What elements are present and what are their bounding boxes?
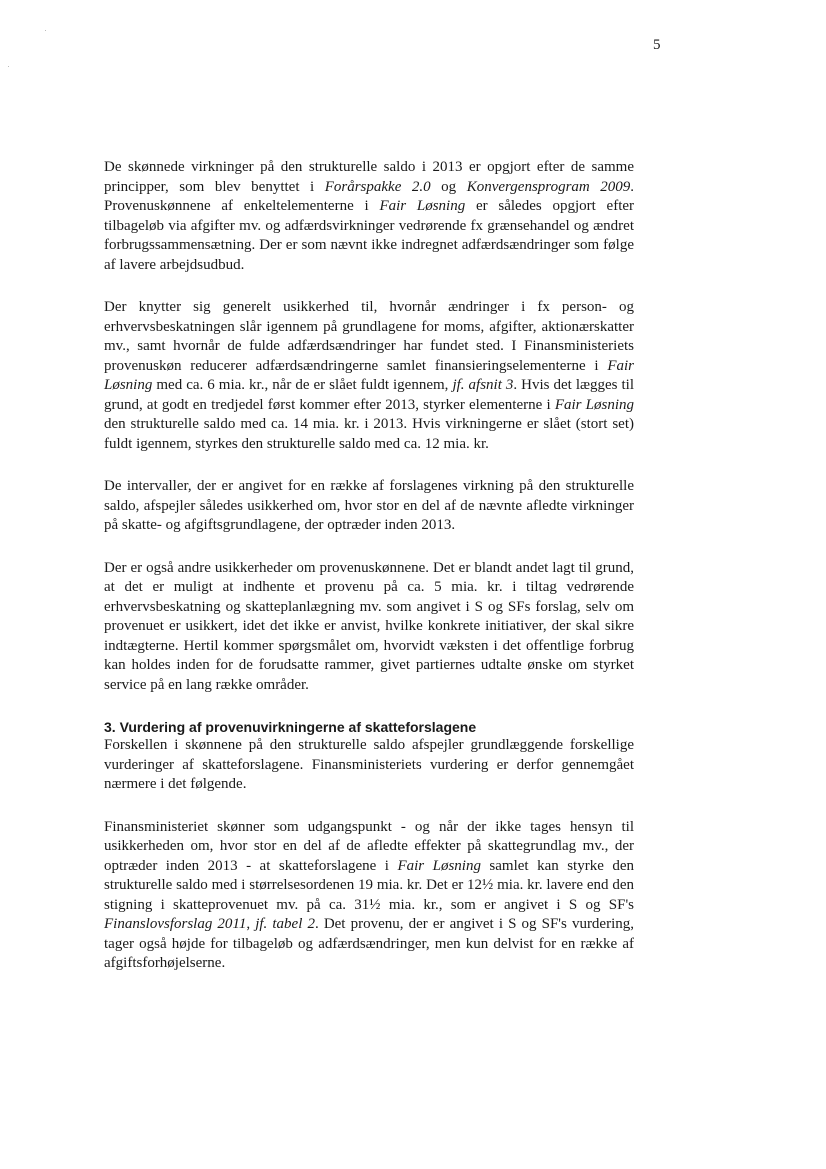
text-run: og: [430, 178, 467, 195]
text-run: De intervaller, der er angivet for en række af forslagenes virkning på den strukturelle saldo, afspejler således usikkerhed om, hvor stor en del af de nævnte afledte virkninger på skatte- og afgiftsgrundlagene, der optræder inden 2013.: [104, 478, 634, 533]
text-run: De skønnede virkninger på den strukturelle saldo i 2013 er opgjort efter de samme principper, som blev benyttet i: [104, 159, 634, 195]
italic-reference: Finanslovsforslag 2011: [104, 916, 247, 932]
text-run: . Hvis det lægges til grund, at godt en tredjedel først kommer efter 2013, styrker elementerne i: [104, 377, 635, 413]
text-run: Der knytter sig generelt usikkerhed til, hvornår ændringer i fx person- og erhvervsbeskatningen slår igennem på grundlagene for moms, afgifter, aktionærskatter mv., samt hvornår de fulde adfærdsændringer har fundet sted. I Finansministeriets provenuskøn reducerer adfærdsændringerne samlet finansieringselementerne i: [104, 299, 634, 374]
text-run: er således opgjort efter tilbageløb via afgifter mv. og adfærdsvirkninger vedrørende fx grænsehandel og ændret forbrugssammensætning. Der er som nævnt ikke indregnet adfærdsændringer som følge af lavere arbejdsudbud.: [104, 198, 635, 273]
text-run: ,: [246, 916, 256, 932]
scan-speck: [45, 30, 46, 31]
italic-reference: Fair Løsning: [104, 357, 634, 393]
text-run: . Det provenu, der er angivet i S og SF's vurdering, tager også højde for tilbageløb og adfærdsændringer, men kun delvist for en række af afgiftsforhøjelserne.: [104, 916, 635, 971]
text-run: med ca. 6 mia. kr., når de er slået fuldt igennem,: [152, 377, 453, 393]
paragraph: [104, 818, 634, 974]
italic-reference: Fair Løsning: [379, 198, 466, 214]
document-body: [104, 158, 634, 974]
paragraph: [104, 559, 634, 696]
paragraph: [104, 158, 634, 275]
italic-reference: Forårspakke 2.0: [324, 178, 431, 195]
page-number: 5: [653, 37, 661, 53]
italic-reference: jf. afsnit 3: [452, 377, 514, 393]
italic-reference: jf. tabel 2: [255, 916, 315, 932]
paragraph: [104, 298, 634, 454]
italic-reference: Fair Løsning: [397, 857, 481, 874]
italic-reference: Konvergensprogram 2009: [466, 178, 631, 195]
italic-reference: Fair Løsning: [554, 396, 635, 413]
text-run: samlet kan styrke den strukturelle saldo med i størrelsesordenen 19 mia. kr. Det er 12½ mia. kr. lavere end den stigning i skatteprovenuet mv. på ca. 31½ mia. kr., som er angivet i S og SF's: [104, 857, 634, 913]
text-run: Der er også andre usikkerheder om provenuskønnene. Det er blandt andet lagt til grund, at det er muligt at indhente et provenu på ca. 5 mia. kr. i tiltag vedrørende erhvervsbeskatning og skatteplanlægning mv. som angivet i S og SFs forslag, selv om provenuet er usikkert, idet det ikke er anvist, hvilke konkrete initiativer, der skal sikre indtægterne. Hertil kommer spørgsmålet om, hvorvidt væksten i det offentlige forbrug kan holdes inden for de forudsatte rammer, givet partiernes udtalte ønske om styrket service på en lang række områder.: [104, 559, 634, 693]
section-heading: 3. Vurdering af provenuvirkningerne af skatteforslagene: [104, 719, 477, 735]
paragraph: [104, 736, 634, 795]
text-run: Forskellen i skønnene på den strukturelle saldo afspejler grundlæggende forskellige vurderinger af skatteforslagene. Finansministeriets vurdering er derfor gennemgået nærmere i det følgende.: [104, 737, 634, 792]
scan-speck: [8, 66, 9, 67]
text-run: Finansministeriet skønner som udgangspunkt - og når der ikke tages hensyn til usikkerheden om, hvor stor en del af de afledte effekter på skattegrundlag mv., der optræder inden 2013 - at skatteforslagene i: [104, 818, 634, 874]
paragraph: [104, 477, 634, 536]
text-run: . Provenuskønnene af enkeltelementerne i: [104, 178, 635, 214]
text-run: den strukturelle saldo med ca. 14 mia. kr. i 2013. Hvis virkningerne er slået (stort set) fuldt igennem, styrkes den strukturelle saldo med ca. 12 mia. kr.: [104, 416, 634, 452]
